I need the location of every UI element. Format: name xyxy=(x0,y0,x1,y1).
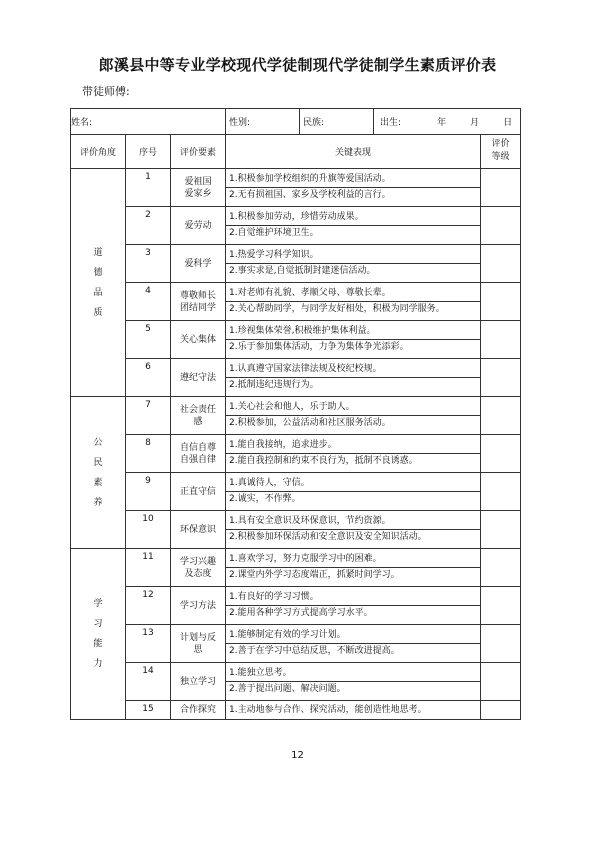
element-line: 关心集体 xyxy=(180,334,217,345)
header-row xyxy=(71,135,521,169)
row-number: 6 xyxy=(126,359,171,397)
row-element xyxy=(171,321,226,359)
row-element xyxy=(171,169,226,207)
element-line: 爱劳动 xyxy=(184,220,212,231)
table-row xyxy=(71,473,521,511)
row-key-performance xyxy=(226,435,481,473)
grade-cell[interactable] xyxy=(481,511,521,549)
group-label-char: 养 xyxy=(93,497,103,508)
element-line: 思 xyxy=(193,644,203,655)
row-element xyxy=(171,701,226,720)
element-line: 团结同学 xyxy=(180,302,217,313)
grade-cell[interactable] xyxy=(481,283,521,321)
row-number: 5 xyxy=(126,321,171,359)
row-key-performance xyxy=(226,587,481,625)
header-element: 评价要素 xyxy=(171,135,226,169)
key-item: 2.积极参加环保活动和安全意识及安全知识活动。 xyxy=(229,532,427,542)
key-item: 1.具有安全意识及环保意识，节约资源。 xyxy=(226,514,480,530)
key-item: 1.能独立思考。 xyxy=(226,666,480,682)
group-label-char: 素 xyxy=(93,477,103,488)
group-label-char: 力 xyxy=(93,659,103,669)
row-element xyxy=(171,587,226,625)
key-item: 2.积极参加，公益活动和社区服务活动。 xyxy=(229,418,391,428)
element-line: 社会责任 xyxy=(180,404,217,415)
grade-cell[interactable] xyxy=(481,359,521,397)
element-line: 自信自尊 xyxy=(180,442,217,453)
row-key-performance xyxy=(226,473,481,511)
mentor-label: 带徒师傅: xyxy=(82,85,130,98)
birth-field[interactable]: 出生: 年 月 日 xyxy=(380,118,513,128)
element-line: 学习兴趣 xyxy=(180,556,217,567)
table-row xyxy=(71,169,521,207)
row-key-performance xyxy=(226,549,481,587)
table-row xyxy=(71,511,521,549)
row-element xyxy=(171,625,226,663)
element-line: 合作探究 xyxy=(180,705,217,715)
row-key-performance xyxy=(226,359,481,397)
row-number: 3 xyxy=(126,245,171,283)
ethnicity-field[interactable]: 民族: xyxy=(300,109,374,134)
table-row xyxy=(71,397,521,435)
grade-cell[interactable] xyxy=(481,625,521,663)
key-item: 2.关心帮助同学，与同学友好相处，积极为同学服务。 xyxy=(229,304,445,314)
grade-cell[interactable] xyxy=(481,397,521,435)
key-item: 2.无有损祖国、家乡及学校利益的言行。 xyxy=(229,190,391,200)
key-item: 1.认真遵守国家法律法规及校纪校规。 xyxy=(226,362,480,378)
table-row xyxy=(71,587,521,625)
info-row xyxy=(71,109,521,135)
header-angle: 评价角度 xyxy=(71,135,126,169)
group-label-char: 质 xyxy=(93,307,103,318)
element-line: 爱祖国 xyxy=(184,176,212,187)
element-line: 独立学习 xyxy=(180,676,217,687)
table-row xyxy=(71,435,521,473)
grade-cell[interactable] xyxy=(481,663,521,701)
group-label xyxy=(71,169,126,397)
row-element xyxy=(171,245,226,283)
grade-cell[interactable] xyxy=(481,473,521,511)
header-key: 关键表现 xyxy=(226,135,481,169)
row-element xyxy=(171,359,226,397)
key-item: 2.抵制违纪违规行为。 xyxy=(229,380,319,390)
key-item: 2.善于在学习中总结反思，不断改进提高。 xyxy=(229,646,400,656)
grade-cell[interactable] xyxy=(481,169,521,207)
element-line: 爱家乡 xyxy=(184,188,212,199)
row-key-performance xyxy=(226,663,481,701)
grade-cell[interactable] xyxy=(481,207,521,245)
grade-cell[interactable] xyxy=(481,701,521,720)
row-element xyxy=(171,549,226,587)
row-number: 1 xyxy=(126,169,171,207)
key-item: 2.能自我控制和约束不良行为，抵制不良诱惑。 xyxy=(229,456,418,466)
row-element xyxy=(171,207,226,245)
key-item: 1.关心社会和他人，乐于助人。 xyxy=(226,400,480,416)
name-field[interactable]: 姓名: xyxy=(71,109,226,135)
element-line: 及态度 xyxy=(184,568,212,579)
row-element xyxy=(171,473,226,511)
group-label xyxy=(71,397,126,549)
group-label-char: 道 xyxy=(93,247,103,258)
key-item: 2.课堂内外学习态度端正，抓紧时间学习。 xyxy=(229,570,400,580)
row-number: 13 xyxy=(126,625,171,663)
page-title: 郎溪县中等专业学校现代学徒制现代学徒制学生素质评价表 xyxy=(98,56,497,74)
row-key-performance xyxy=(226,625,481,663)
row-number: 7 xyxy=(126,397,171,435)
row-key-performance xyxy=(226,511,481,549)
element-line: 爱科学 xyxy=(184,258,212,269)
row-number: 4 xyxy=(126,283,171,321)
element-line: 正直守信 xyxy=(180,486,217,497)
key-item: 1.珍视集体荣誉,积极维护集体利益。 xyxy=(226,324,480,340)
table-row xyxy=(71,207,521,245)
key-item: 1.主动地参与合作、探究活动，能创造性地思考。 xyxy=(229,704,427,715)
key-item: 1.喜欢学习，努力克服学习中的困难。 xyxy=(226,552,480,568)
group-label-char: 品 xyxy=(93,287,103,298)
element-line: 尊敬师长 xyxy=(180,290,217,301)
group-label-char: 公 xyxy=(93,437,103,448)
key-item: 2.事实求是,自觉抵制封建迷信活动。 xyxy=(229,266,376,276)
group-label-char: 学 xyxy=(93,599,103,609)
table-row xyxy=(71,549,521,587)
element-line: 自强自律 xyxy=(180,454,217,465)
row-element xyxy=(171,283,226,321)
element-line: 遵纪守法 xyxy=(180,372,217,383)
key-item: 1.能自我接纳，追求进步。 xyxy=(226,438,480,454)
row-key-performance xyxy=(226,207,481,245)
element-line: 学习方法 xyxy=(180,600,217,611)
group-label xyxy=(71,549,126,720)
table-row xyxy=(71,283,521,321)
table-row xyxy=(71,245,521,283)
row-key-performance xyxy=(226,169,481,207)
group-label-char: 德 xyxy=(93,267,103,278)
element-line: 计划与反 xyxy=(180,632,217,643)
table-row xyxy=(71,701,521,720)
key-item: 1.热爱学习科学知识。 xyxy=(226,248,480,264)
row-number: 12 xyxy=(126,587,171,625)
row-number: 15 xyxy=(126,701,171,720)
row-number: 14 xyxy=(126,663,171,701)
gender-field[interactable]: 性别: xyxy=(226,109,300,134)
grade-cell[interactable] xyxy=(481,435,521,473)
key-item: 2.乐于参加集体活动，力争为集体争光添彩。 xyxy=(229,342,409,352)
row-key-performance xyxy=(226,321,481,359)
row-element xyxy=(171,663,226,701)
header-grade: 评价 等级 xyxy=(481,135,521,169)
key-item: 2.自觉维护环境卫生。 xyxy=(229,228,319,238)
page-number: 12 xyxy=(291,750,304,761)
row-element xyxy=(171,511,226,549)
row-number: 11 xyxy=(126,549,171,587)
element-line: 环保意识 xyxy=(180,524,217,535)
row-key-performance xyxy=(226,283,481,321)
row-number: 2 xyxy=(126,207,171,245)
grade-cell[interactable] xyxy=(481,321,521,359)
group-label-char: 能 xyxy=(93,639,103,649)
row-number: 9 xyxy=(126,473,171,511)
key-item: 2.善于提出问题、解决问题。 xyxy=(229,684,346,694)
grade-cell[interactable] xyxy=(481,549,521,587)
key-item: 1.真诚待人，守信。 xyxy=(226,476,480,492)
grade-cell[interactable] xyxy=(481,245,521,283)
row-key-performance xyxy=(226,397,481,435)
group-label-char: 民 xyxy=(93,457,103,468)
row-key-performance xyxy=(226,245,481,283)
row-number: 8 xyxy=(126,435,171,473)
element-line: 感 xyxy=(193,416,203,427)
table-row xyxy=(71,321,521,359)
grade-cell[interactable] xyxy=(481,587,521,625)
row-element xyxy=(171,435,226,473)
group-label-char: 习 xyxy=(93,619,103,629)
key-item: 1.积极参加学校组织的升旗等爱国活动。 xyxy=(226,172,480,188)
table-row xyxy=(71,359,521,397)
row-key-performance xyxy=(226,701,481,720)
key-item: 2.能用各种学习方式提高学习水平。 xyxy=(229,608,373,618)
key-item: 2.诚实，不作弊。 xyxy=(229,494,301,504)
key-item: 1.有良好的学习习惯。 xyxy=(226,590,480,606)
row-element xyxy=(171,397,226,435)
row-number: 10 xyxy=(126,511,171,549)
header-seq: 序号 xyxy=(126,135,171,169)
table-row xyxy=(71,625,521,663)
table-row xyxy=(71,663,521,701)
key-item: 1.积极参加劳动，珍惜劳动成果。 xyxy=(226,210,480,226)
evaluation-table xyxy=(70,108,521,720)
key-item: 1.对老师有礼貌、孝顺父母、尊敬长辈。 xyxy=(226,286,480,302)
key-item: 1.能够制定有效的学习计划。 xyxy=(226,628,480,644)
